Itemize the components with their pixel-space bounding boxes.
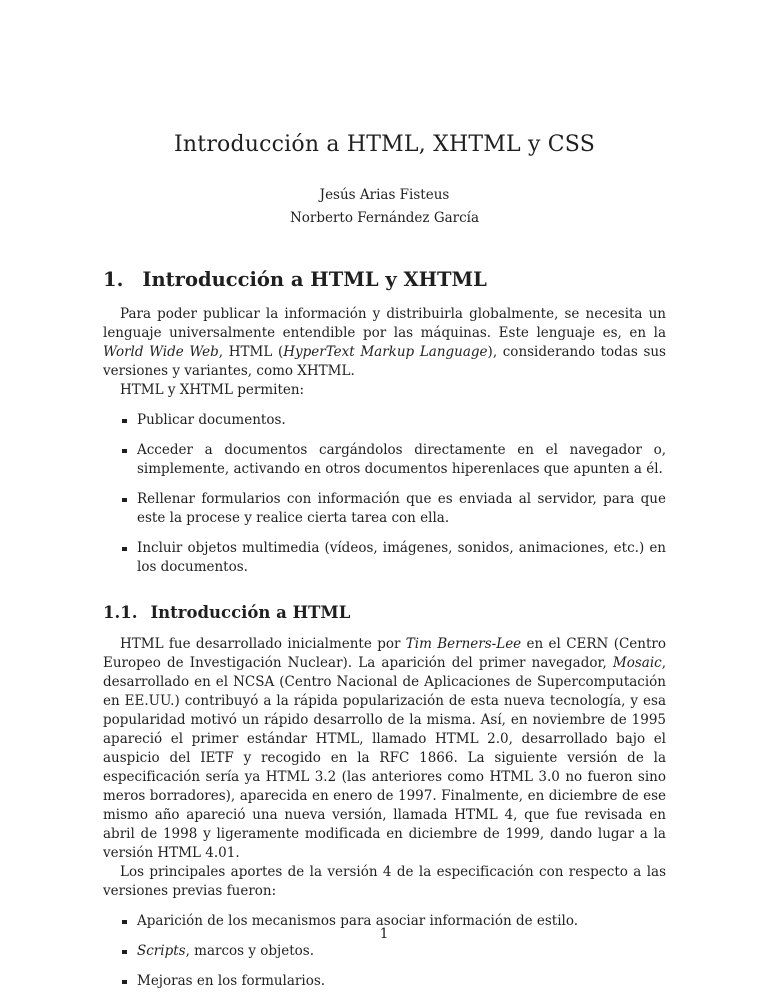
section-heading	[103, 268, 666, 292]
bullet-list	[103, 411, 666, 577]
heading-number: 1.1.	[103, 603, 138, 622]
text-run: Mejoras en los formularios.	[137, 973, 326, 989]
author-block	[103, 184, 666, 230]
document-body	[103, 268, 666, 991]
italic-text: Tim Berners-Lee	[405, 636, 522, 652]
text-run: HTML y XHTML permiten:	[120, 382, 305, 398]
paragraph	[103, 381, 666, 400]
list-item	[137, 972, 666, 991]
heading-number: 1.	[103, 268, 124, 291]
text-run: ), considerando todas sus versiones y variantes, como XHTML.	[103, 344, 666, 379]
list-item	[137, 411, 666, 430]
bullet-list	[103, 912, 666, 991]
text-run: Acceder a documentos cargándolos directamente en el navegador o, simplemente, activando en otros documentos hiperenlaces que apunten a él.	[137, 442, 666, 477]
text-run: Los principales aportes de la versión 4 de la especificación con respecto a las versiones previas fueron:	[103, 864, 666, 899]
text-run: , marcos y objetos.	[185, 943, 315, 959]
italic-text: Mosaic	[612, 655, 662, 671]
text-run: , desarrollado en el NCSA (Centro Nacional de Aplicaciones de Supercomputación en EE.UU.) contribuyó a la rápida popularización de esta nueva tecnología, y esa popularidad motivó un rápido desarrollo de la misma. Así, en noviembre de 1995 apareció el primer estándar HTML, llamado HTML 2.0, desarrollado bajo el auspicio del IETF y recogido en la RFC 1866. La siguiente versión de la especificación sería ya HTML 3.2 (las anteriores como HTML 3.0 no fueron sino meros borradores), aparecida en enero de 1997. Finalmente, en diciembre de ese mismo año apareció una nueva versión, llamada HTML 4, que fue revisada en abril de 1998 y ligeramente modificada en diciembre de 1999, dando lugar a la versión HTML 4.01.	[103, 655, 666, 861]
author-name: Norberto Fernández García	[289, 210, 480, 226]
text-run: en el CERN (Centro Europeo de Investigación Nuclear). La aparición del primer navegador,	[103, 636, 666, 671]
page-number: 1	[379, 926, 389, 942]
list-item	[137, 539, 666, 577]
italic-text: World Wide Web	[103, 344, 219, 360]
paragraph	[103, 635, 666, 863]
list-item	[137, 942, 666, 961]
heading-title: Introducción a HTML	[150, 603, 351, 622]
text-run: Incluir objetos multimedia (vídeos, imágenes, sonidos, animaciones, etc.) en los documentos.	[137, 540, 666, 575]
text-run: Publicar documentos.	[137, 412, 286, 428]
list-item	[137, 441, 666, 479]
subsection-heading	[103, 602, 666, 623]
italic-text: Scripts	[137, 943, 186, 959]
heading-title: Introducción a HTML y XHTML	[142, 268, 487, 291]
document-title: Introducción a HTML, XHTML y CSS	[174, 132, 595, 157]
paragraph	[103, 863, 666, 901]
author-name: Jesús Arias Fisteus	[319, 187, 450, 203]
text-run: HTML fue desarrollado inicialmente por	[120, 636, 406, 652]
text-run: Aparición de los mecanismos para asociar información de estilo.	[137, 913, 579, 929]
text-run: Rellenar formularios con información que es enviada al servidor, para que este la procese y realice cierta tarea con ella.	[137, 491, 666, 526]
list-item	[137, 490, 666, 528]
text-run: Para poder publicar la información y distribuirla globalmente, se necesita un lenguaje universalmente entendible por las máquinas. Este lenguaje es, en la	[103, 306, 666, 341]
text-run: , HTML (	[218, 344, 284, 360]
italic-text: HyperText Markup Language	[283, 344, 488, 360]
paragraph	[103, 305, 666, 381]
